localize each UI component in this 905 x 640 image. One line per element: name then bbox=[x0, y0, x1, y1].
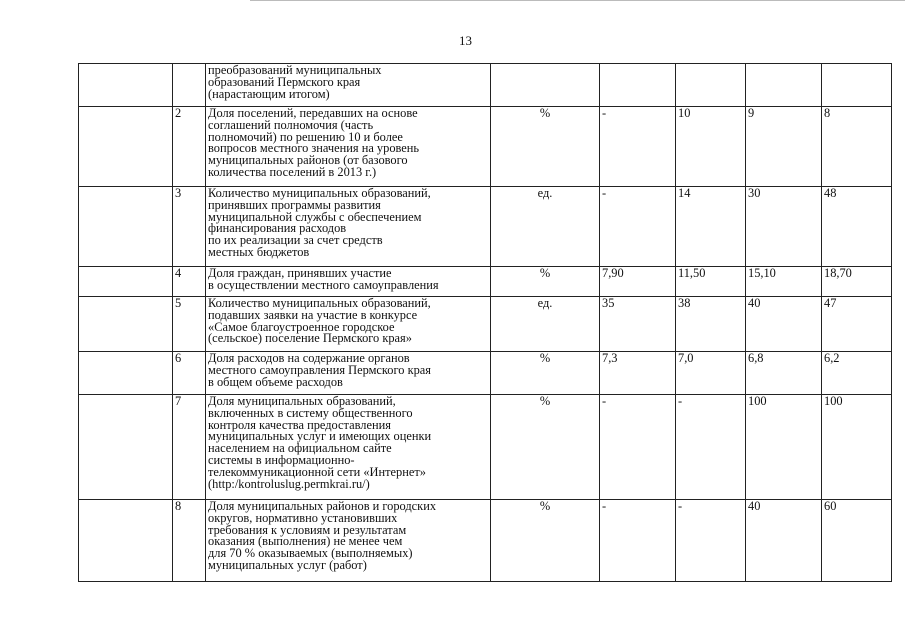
value-cell: 7,90 bbox=[600, 267, 676, 297]
indicator-name bbox=[206, 297, 491, 352]
indicators-table bbox=[78, 63, 892, 582]
unit-cell: % bbox=[491, 267, 600, 297]
name-line: включенных в систему общественного bbox=[208, 405, 413, 420]
unit-cell: % bbox=[491, 395, 600, 500]
blank-cell bbox=[79, 395, 173, 500]
name-line: местного самоуправления Пермского края bbox=[208, 362, 431, 377]
row-number: 4 bbox=[173, 267, 206, 297]
blank-cell bbox=[79, 267, 173, 297]
name-line: в общем объеме расходов bbox=[208, 374, 343, 389]
table-row bbox=[79, 64, 892, 107]
value-cell: - bbox=[600, 107, 676, 187]
value-cell: 47 bbox=[822, 297, 892, 352]
name-line: Доля граждан, принявших участие bbox=[208, 266, 392, 280]
unit-cell: ед. bbox=[491, 297, 600, 352]
value-cell bbox=[822, 64, 892, 107]
name-line: Доля муниципальных образований, bbox=[208, 394, 396, 408]
value-cell: 35 bbox=[600, 297, 676, 352]
value-cell: 38 bbox=[676, 297, 746, 352]
blank-cell bbox=[79, 500, 173, 582]
value-cell: 48 bbox=[822, 187, 892, 267]
indicator-name bbox=[206, 64, 491, 107]
value-cell: 11,50 bbox=[676, 267, 746, 297]
value-cell bbox=[746, 64, 822, 107]
indicator-name bbox=[206, 395, 491, 500]
value-cell: 18,70 bbox=[822, 267, 892, 297]
page-number: 13 bbox=[459, 33, 472, 48]
name-line: округов, нормативно установивших bbox=[208, 510, 398, 525]
name-line: оказания (выполнения) не менее чем bbox=[208, 534, 403, 549]
value-cell: - bbox=[676, 500, 746, 582]
table-row bbox=[79, 187, 892, 267]
value-cell: 40 bbox=[746, 500, 822, 582]
indicator-name bbox=[206, 267, 491, 297]
table-row bbox=[79, 297, 892, 352]
name-line: (нарастающим итогом) bbox=[208, 86, 330, 101]
unit-cell: % bbox=[491, 500, 600, 582]
name-line: муниципальных районов (от базового bbox=[208, 153, 408, 168]
name-line: по их реализации за счет средств bbox=[208, 233, 383, 248]
name-line: вопросов местного значения на уровень bbox=[208, 141, 420, 156]
name-line: (http:/kontroluslug.permkrai.ru/) bbox=[208, 476, 370, 491]
name-line: Количество муниципальных образований, bbox=[208, 186, 431, 200]
value-cell: - bbox=[600, 187, 676, 267]
value-cell: 30 bbox=[746, 187, 822, 267]
name-line: для 70 % оказываемых (выполняемых) bbox=[208, 546, 413, 561]
name-line: преобразований муниципальных bbox=[208, 63, 382, 77]
name-line: контроля качества предоставления bbox=[208, 417, 391, 432]
name-line: финансирования расходов bbox=[208, 221, 347, 236]
name-line: муниципальных услуг и имеющих оценки bbox=[208, 429, 432, 444]
indicator-name bbox=[206, 187, 491, 267]
table-row bbox=[79, 395, 892, 500]
table-row bbox=[79, 107, 892, 187]
name-line: «Самое благоустроенное городское bbox=[208, 319, 395, 334]
indicator-name bbox=[206, 500, 491, 582]
value-cell: 60 bbox=[822, 500, 892, 582]
unit-cell: % bbox=[491, 352, 600, 395]
value-cell: 14 bbox=[676, 187, 746, 267]
blank-cell bbox=[79, 187, 173, 267]
name-line: (сельское) поселение Пермского края» bbox=[208, 331, 412, 346]
name-line: муниципальных услуг (работ) bbox=[208, 557, 367, 572]
unit-cell: ед. bbox=[491, 187, 600, 267]
row-number: 2 bbox=[173, 107, 206, 187]
value-cell: 100 bbox=[746, 395, 822, 500]
name-line: полномочий) по решению 10 и более bbox=[208, 129, 403, 144]
blank-cell bbox=[79, 64, 173, 107]
top-edge-rule bbox=[250, 0, 905, 1]
name-line: телекоммуникационной сети «Интернет» bbox=[208, 464, 426, 479]
name-line: Доля поселений, передавших на основе bbox=[208, 106, 418, 120]
name-line: муниципальной службы с обеспечением bbox=[208, 209, 422, 224]
row-number: 5 bbox=[173, 297, 206, 352]
row-number: 3 bbox=[173, 187, 206, 267]
value-cell: 100 bbox=[822, 395, 892, 500]
blank-cell bbox=[79, 297, 173, 352]
name-line: населением на официальном сайте bbox=[208, 441, 392, 456]
unit-cell: % bbox=[491, 107, 600, 187]
value-cell: 7,0 bbox=[676, 352, 746, 395]
value-cell bbox=[600, 64, 676, 107]
name-line: Доля муниципальных районов и городских bbox=[208, 499, 437, 513]
name-line: местных бюджетов bbox=[208, 244, 310, 259]
row-number: 7 bbox=[173, 395, 206, 500]
table-row bbox=[79, 267, 892, 297]
table-row bbox=[79, 500, 892, 582]
value-cell: 8 bbox=[822, 107, 892, 187]
unit-cell bbox=[491, 64, 600, 107]
value-cell: - bbox=[676, 395, 746, 500]
name-line: соглашений полномочия (часть bbox=[208, 117, 374, 132]
value-cell: 9 bbox=[746, 107, 822, 187]
row-number: 8 bbox=[173, 500, 206, 582]
name-line: количества поселений в 2013 г.) bbox=[208, 164, 377, 179]
blank-cell bbox=[79, 352, 173, 395]
row-number: 6 bbox=[173, 352, 206, 395]
value-cell bbox=[676, 64, 746, 107]
name-line: принявших программы развития bbox=[208, 197, 381, 212]
name-line: подавших заявки на участие в конкурсе bbox=[208, 307, 418, 322]
name-line: Доля расходов на содержание органов bbox=[208, 351, 410, 365]
value-cell: 6,2 bbox=[822, 352, 892, 395]
value-cell: 6,8 bbox=[746, 352, 822, 395]
name-line: требования к условиям и результатам bbox=[208, 522, 407, 537]
blank-cell bbox=[79, 107, 173, 187]
value-cell: - bbox=[600, 395, 676, 500]
value-cell: - bbox=[600, 500, 676, 582]
value-cell: 10 bbox=[676, 107, 746, 187]
name-line: образований Пермского края bbox=[208, 74, 361, 89]
name-line: Количество муниципальных образований, bbox=[208, 296, 431, 310]
value-cell: 40 bbox=[746, 297, 822, 352]
indicator-name bbox=[206, 107, 491, 187]
name-line: в осуществлении местного самоуправления bbox=[208, 277, 439, 292]
value-cell: 7,3 bbox=[600, 352, 676, 395]
indicator-name bbox=[206, 352, 491, 395]
row-number bbox=[173, 64, 206, 107]
name-line: системы в информационно- bbox=[208, 452, 355, 467]
value-cell: 15,10 bbox=[746, 267, 822, 297]
table-row bbox=[79, 352, 892, 395]
